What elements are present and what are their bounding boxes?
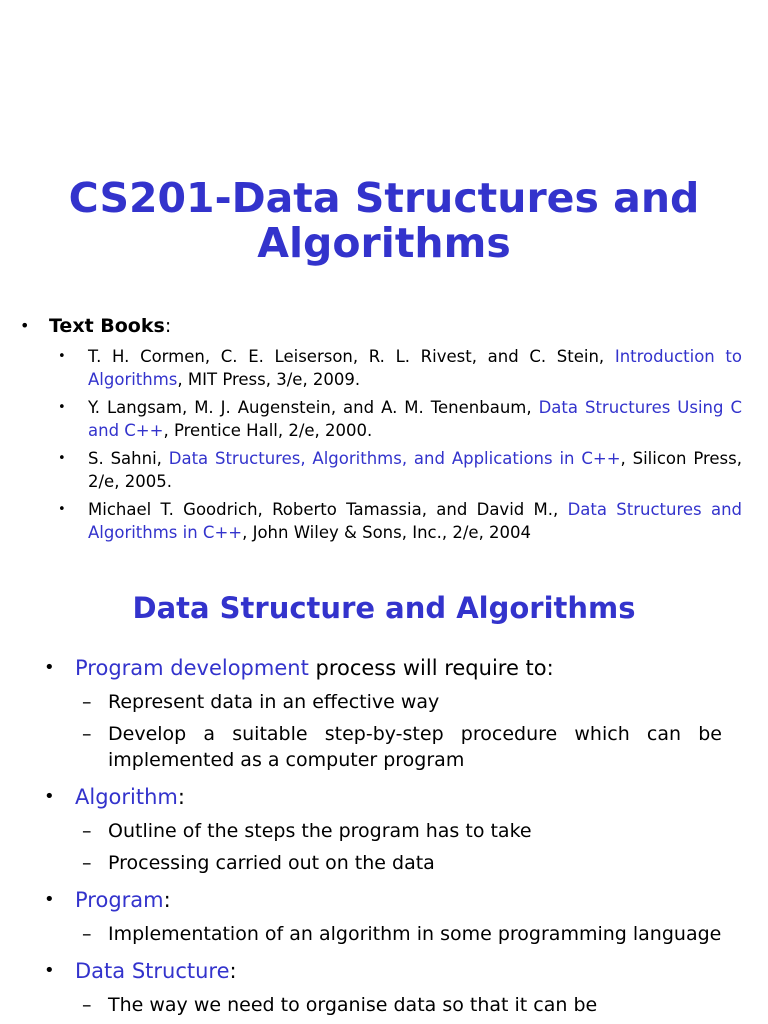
outline-subitem-text: Develop a suitable step-by-step procedure which can be implemented as a computer program <box>108 723 722 771</box>
bullet-icon: • <box>58 451 66 466</box>
bullet-icon: • <box>44 889 55 910</box>
outline-subitem <box>44 689 722 715</box>
outline-term-rest: process will require to: <box>308 656 554 680</box>
textbook-title: Introduction to Algorithms <box>88 347 742 389</box>
dash-icon: – <box>82 994 92 1016</box>
outline-item <box>44 782 722 812</box>
textbooks-heading: • Text Books: <box>20 312 742 340</box>
textbook-publisher: , Silicon Press, 2/e, 2005. <box>88 449 742 491</box>
textbook-title: Data Structures Using C and C++ <box>88 398 742 440</box>
outline-item <box>44 956 722 986</box>
textbook-authors: S. Sahni, <box>88 449 169 468</box>
bullet-icon: • <box>44 960 55 981</box>
outline-term: Data Structure <box>75 959 230 983</box>
textbook-title: Data Structures, Algorithms, and Applications in C++ <box>168 449 621 468</box>
page-title <box>0 176 768 266</box>
bullet-icon: • <box>44 657 55 678</box>
outline-subitem <box>44 818 722 844</box>
outline-item <box>44 885 722 915</box>
dash-icon: – <box>82 723 92 745</box>
title-line-1: CS201-Data Structures and <box>68 174 700 222</box>
dash-icon: – <box>82 820 92 842</box>
textbook-item <box>20 345 742 391</box>
bullet-icon: • <box>20 316 30 335</box>
textbooks-section <box>20 312 742 544</box>
outline-term-rest: : <box>163 888 171 912</box>
title-line-2: Algorithms <box>257 219 511 267</box>
outline-term: Program development <box>75 656 309 680</box>
textbook-authors: Y. Langsam, M. J. Augenstein, and A. M. Tenenbaum, <box>88 398 539 417</box>
outline-subitem-text: Outline of the steps the program has to take <box>108 820 532 842</box>
outline-subitem-text: Implementation of an algorithm in some programming language <box>108 923 722 945</box>
dash-icon: – <box>82 923 92 945</box>
textbook-item <box>20 396 742 442</box>
textbooks-heading-label: Text Books <box>49 315 165 337</box>
outline-subitem <box>44 992 722 1018</box>
dash-icon: – <box>82 852 92 874</box>
dash-icon: – <box>82 691 92 713</box>
outline-subitem <box>44 721 722 773</box>
outline-subitem <box>44 921 722 947</box>
textbook-item <box>20 498 742 544</box>
textbook-authors: T. H. Cormen, C. E. Leiserson, R. L. Rivest, and C. Stein, <box>88 347 615 366</box>
outline-list <box>44 648 722 1018</box>
bullet-icon: • <box>44 786 55 807</box>
outline-term: Program <box>75 888 164 912</box>
outline-item <box>44 653 722 683</box>
textbook-item <box>20 447 742 493</box>
textbook-title: Data Structures and Algorithms in C++ <box>88 500 742 542</box>
outline-term: Algorithm <box>75 785 178 809</box>
outline-term-rest: : <box>177 785 185 809</box>
bullet-icon: • <box>58 502 66 517</box>
textbook-publisher: , MIT Press, 3/e, 2009. <box>177 370 361 389</box>
outline-subitem-text: Represent data in an effective way <box>108 691 440 713</box>
outline-term-rest: : <box>229 959 237 983</box>
outline-subitem-text: The way we need to organise data so that it can be <box>108 994 598 1016</box>
textbook-authors: Michael T. Goodrich, Roberto Tamassia, and David M., <box>88 500 568 519</box>
outline-subitem-text: Processing carried out on the data <box>108 852 435 874</box>
textbook-publisher: , Prentice Hall, 2/e, 2000. <box>163 421 373 440</box>
textbook-publisher: , John Wiley & Sons, Inc., 2/e, 2004 <box>242 523 532 542</box>
bullet-icon: • <box>58 400 66 415</box>
section-title: Data Structure and Algorithms <box>132 591 636 625</box>
bullet-icon: • <box>58 349 66 364</box>
outline-subitem <box>44 850 722 876</box>
